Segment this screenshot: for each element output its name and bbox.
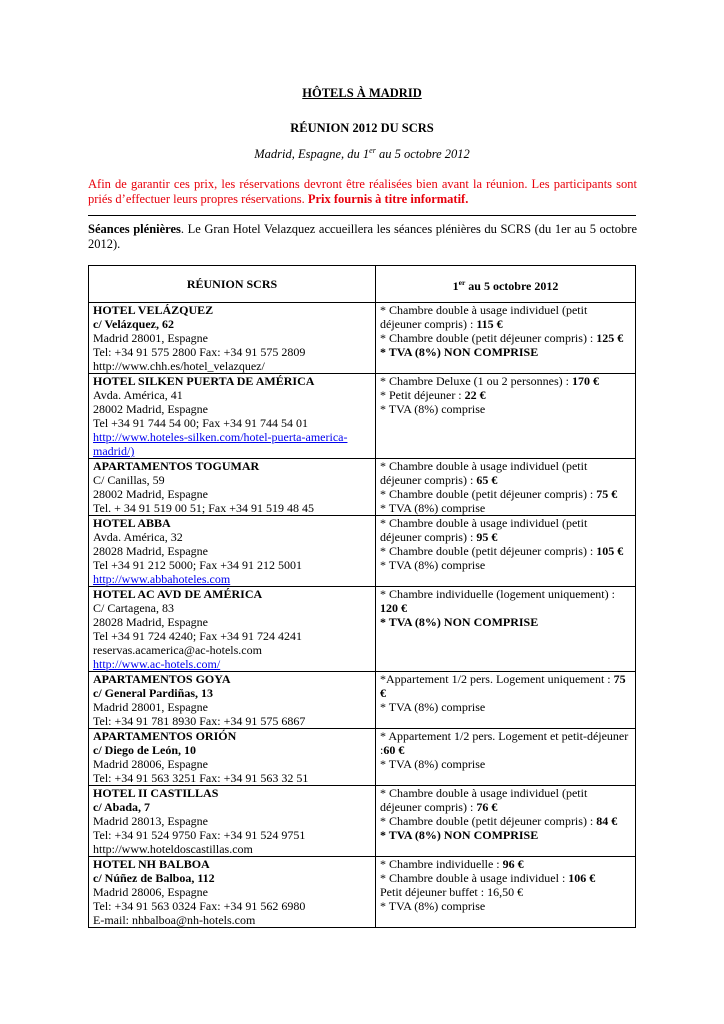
rate-text: * Chambre double (petit déjeuner compris) :	[380, 544, 597, 558]
col-header-meeting: RÉUNION SCRS	[89, 266, 376, 303]
hotel-street: Avda. América, 41	[93, 388, 183, 402]
table-header-row	[89, 266, 636, 303]
rate-line	[380, 729, 631, 757]
hotel-detail-line: 28002 Madrid, Espagne	[93, 402, 208, 416]
hotel-detail-line: Tel +34 91 724 4240; Fax +34 91 724 4241	[93, 629, 303, 643]
rate-line	[380, 402, 631, 416]
hotel-info-cell	[89, 587, 376, 672]
rate-price: 65 €	[476, 473, 498, 487]
rate-text: * TVA (8%) comprise	[380, 899, 486, 913]
rate-line	[380, 374, 631, 388]
hotel-rates-cell	[376, 729, 636, 786]
rate-price: * TVA (8%) NON COMPRISE	[380, 615, 539, 629]
rate-price: 84 €	[596, 814, 618, 828]
rate-line	[380, 544, 631, 558]
notice-bold: Prix fournis à titre informatif.	[307, 192, 469, 206]
rate-line	[380, 487, 631, 501]
rate-text: * TVA (8%) comprise	[380, 402, 486, 416]
hotel-info-cell	[89, 374, 376, 459]
hotel-detail-line: Tel: +34 91 575 2800 Fax: +34 91 575 2809	[93, 345, 306, 359]
rate-text: * Chambre individuelle :	[380, 857, 503, 871]
rate-line	[380, 615, 631, 629]
plenary-sessions-note	[88, 222, 637, 251]
hotel-info-cell	[89, 729, 376, 786]
rate-line	[380, 331, 631, 345]
rate-price: 96 €	[502, 857, 524, 871]
rate-price: 115 €	[476, 317, 503, 331]
hotel-name: HOTEL VELÁZQUEZ	[93, 303, 214, 317]
hotel-street: c/ Núñez de Balboa, 112	[93, 871, 215, 885]
rate-text: * Chambre Deluxe (1 ou 2 personnes) :	[380, 374, 572, 388]
document-subtitle: RÉUNION 2012 DU SCRS	[290, 121, 434, 135]
rate-text: * Chambre double (petit déjeuner compris) :	[380, 814, 597, 828]
hotels-table	[88, 265, 636, 928]
rate-text: * TVA (8%) comprise	[380, 757, 486, 771]
hotel-rates-cell	[376, 672, 636, 729]
plenary-text: . Le Gran Hotel Velazquez accueillera les séances plénières du SCRS (du 1er au 5 octobre 2012).	[88, 222, 637, 251]
hotel-info-cell	[89, 516, 376, 587]
rate-line	[380, 345, 631, 359]
hotel-name: HOTEL II CASTILLAS	[93, 786, 219, 800]
hotel-street: C/ Canillas, 59	[93, 473, 165, 487]
dates-suffix: au 5 octobre 2012	[375, 147, 470, 162]
notice-text: Afin de garantir ces prix, les réservations devront être réalisées bien avant la réunion. Les participants sont priés d’effectuer leurs propres réservations.	[88, 177, 637, 206]
rate-price: * TVA (8%) NON COMPRISE	[380, 345, 539, 359]
hotel-name: HOTEL AC AVD DE AMÉRICA	[93, 587, 263, 601]
hotel-rates-cell	[376, 857, 636, 928]
rate-line	[380, 388, 631, 402]
rate-text: * Chambre double à usage individuel (petit déjeuner compris) :	[380, 303, 588, 331]
divider	[88, 215, 636, 216]
rate-text: * Petit déjeuner :	[380, 388, 465, 402]
rate-text: * Chambre double à usage individuel (petit déjeuner compris) :	[380, 516, 588, 544]
rate-line	[380, 700, 631, 714]
col2-suffix: au 5 octobre 2012	[465, 278, 559, 293]
rate-line	[380, 303, 631, 331]
rate-price: 60 €	[383, 743, 405, 757]
hotel-street: c/ Abada, 7	[93, 800, 151, 814]
hotel-detail-line: Tel. + 34 91 519 00 51; Fax +34 91 519 48 45	[93, 501, 315, 515]
rate-price: 105 €	[596, 544, 624, 558]
hotel-rates-cell	[376, 587, 636, 672]
rate-line	[380, 814, 631, 828]
hotel-street: c/ Diego de León, 10	[93, 743, 196, 757]
hotel-detail-line: http://www.hoteldoscastillas.com	[93, 842, 253, 856]
hotel-rates-cell	[376, 374, 636, 459]
hotel-detail-line: Madrid 28013, Espagne	[93, 814, 208, 828]
rate-price: 75 €	[596, 487, 618, 501]
rate-price: 125 €	[596, 331, 624, 345]
table-row	[89, 374, 636, 459]
hotel-name: HOTEL NH BALBOA	[93, 857, 210, 871]
rate-text: * TVA (8%) comprise	[380, 700, 486, 714]
table-row	[89, 459, 636, 516]
hotel-info-cell	[89, 857, 376, 928]
table-row	[89, 516, 636, 587]
hotel-info-cell	[89, 786, 376, 857]
rate-price: 76 €	[476, 800, 498, 814]
col2-prefix: 1	[452, 278, 459, 293]
col2-sup: er	[458, 277, 466, 287]
rate-text: * Chambre double à usage individuel :	[380, 871, 569, 885]
rate-price: 106 €	[568, 871, 596, 885]
hotel-detail-line: Madrid 28006, Espagne	[93, 885, 208, 899]
table-row	[89, 786, 636, 857]
rate-line	[380, 899, 631, 913]
hotel-name: HOTEL ABBA	[93, 516, 171, 530]
table-row	[89, 303, 636, 374]
hotel-detail-line: 28028 Madrid, Espagne	[93, 544, 208, 558]
hotel-street: c/ General Pardiñas, 13	[93, 686, 213, 700]
rate-line	[380, 885, 631, 899]
rate-text: *Appartement 1/2 pers. Logement uniquement :	[380, 672, 614, 686]
hotel-detail-line: Madrid 28006, Espagne	[93, 757, 208, 771]
rate-line	[380, 857, 631, 871]
hotel-detail-line: E-mail: nhbalboa@nh-hotels.com	[93, 913, 256, 927]
hotel-street: C/ Cartagena, 83	[93, 601, 174, 615]
rate-line	[380, 459, 631, 487]
hotel-rates-cell	[376, 459, 636, 516]
rate-text: * Appartement 1/2 pers. Logement et petit-déjeuner :	[380, 729, 629, 757]
rate-text: * Chambre double à usage individuel (petit déjeuner compris) :	[380, 786, 588, 814]
hotel-detail-line: Madrid 28001, Espagne	[93, 700, 208, 714]
hotel-detail-line: reservas.acamerica@ac-hotels.com	[93, 643, 262, 657]
table-row	[89, 672, 636, 729]
rate-price: 22 €	[464, 388, 486, 402]
hotel-name: HOTEL SILKEN PUERTA DE AMÉRICA	[93, 374, 315, 388]
col-header-dates	[376, 266, 636, 303]
plenary-label: Séances plénières	[88, 222, 181, 236]
rate-price: 95 €	[476, 530, 498, 544]
dates-sup: er	[369, 146, 376, 155]
hotel-rates-cell	[376, 303, 636, 374]
hotel-street: Avda. América, 32	[93, 530, 183, 544]
hotel-info-cell	[89, 303, 376, 374]
hotel-info-cell	[89, 459, 376, 516]
rate-line	[380, 501, 631, 515]
rate-line	[380, 871, 631, 885]
rate-line	[380, 786, 631, 814]
hotel-detail-line: Tel +34 91 212 5000; Fax +34 91 212 5001	[93, 558, 303, 572]
rate-line	[380, 587, 631, 615]
rate-text: Petit déjeuner buffet : 16,50 €	[380, 885, 524, 899]
rate-text: * TVA (8%) comprise	[380, 501, 486, 515]
rate-line	[380, 558, 631, 572]
rate-price: 120 €	[380, 601, 407, 615]
hotel-rates-cell	[376, 786, 636, 857]
hotel-detail-line: 28002 Madrid, Espagne	[93, 487, 208, 501]
rate-line	[380, 828, 631, 842]
table-row	[89, 857, 636, 928]
hotel-detail-line: Tel: +34 91 781 8930 Fax: +34 91 575 6867	[93, 714, 306, 728]
rate-text: * Chambre double (petit déjeuner compris) :	[380, 487, 597, 501]
hotel-detail-line: Tel: +34 91 563 0324 Fax: +34 91 562 6980	[93, 899, 306, 913]
rate-text: * Chambre double à usage individuel (petit déjeuner compris) :	[380, 459, 588, 487]
hotel-name: APARTAMENTOS TOGUMAR	[93, 459, 260, 473]
reservation-notice	[88, 177, 637, 207]
rate-price: 170 €	[571, 374, 599, 388]
hotel-detail-line: Tel +34 91 744 54 00; Fax +34 91 744 54 01	[93, 416, 309, 430]
hotel-name: APARTAMENTOS ORIÓN	[93, 729, 237, 743]
dates-prefix: Madrid, Espagne, du 1	[254, 147, 370, 162]
hotel-website-link[interactable]: http://www.hoteles-silken.com/hotel-puerta-america-madrid/)	[93, 430, 348, 458]
hotel-name: APARTAMENTOS GOYA	[93, 672, 231, 686]
rate-line	[380, 672, 631, 700]
hotel-website-link[interactable]: http://www.abbahoteles.com	[93, 572, 231, 586]
rate-line	[380, 516, 631, 544]
document-title: HÔTELS À MADRID	[302, 86, 422, 100]
rate-price: 75 €	[380, 672, 626, 700]
hotel-info-cell	[89, 672, 376, 729]
hotel-detail-line: 28028 Madrid, Espagne	[93, 615, 208, 629]
table-row	[89, 587, 636, 672]
hotel-rates-cell	[376, 516, 636, 587]
rate-text: * Chambre double (petit déjeuner compris) :	[380, 331, 597, 345]
rate-price: * TVA (8%) NON COMPRISE	[380, 828, 539, 842]
hotel-detail-line: Tel: +34 91 524 9750 Fax: +34 91 524 9751	[93, 828, 306, 842]
hotel-website-link[interactable]: http://www.ac-hotels.com/	[93, 657, 221, 671]
rate-text: * TVA (8%) comprise	[380, 558, 486, 572]
rate-line	[380, 757, 631, 771]
rate-text: * Chambre individuelle (logement uniquement) :	[380, 587, 615, 601]
hotel-detail-line: Madrid 28001, Espagne	[93, 331, 208, 345]
hotel-detail-line: Tel: +34 91 563 3251 Fax: +34 91 563 32 51	[93, 771, 309, 785]
meeting-dates	[0, 146, 724, 162]
hotel-detail-line: http://www.chh.es/hotel_velazquez/	[93, 359, 265, 373]
hotel-street: c/ Velázquez, 62	[93, 317, 174, 331]
table-row	[89, 729, 636, 786]
